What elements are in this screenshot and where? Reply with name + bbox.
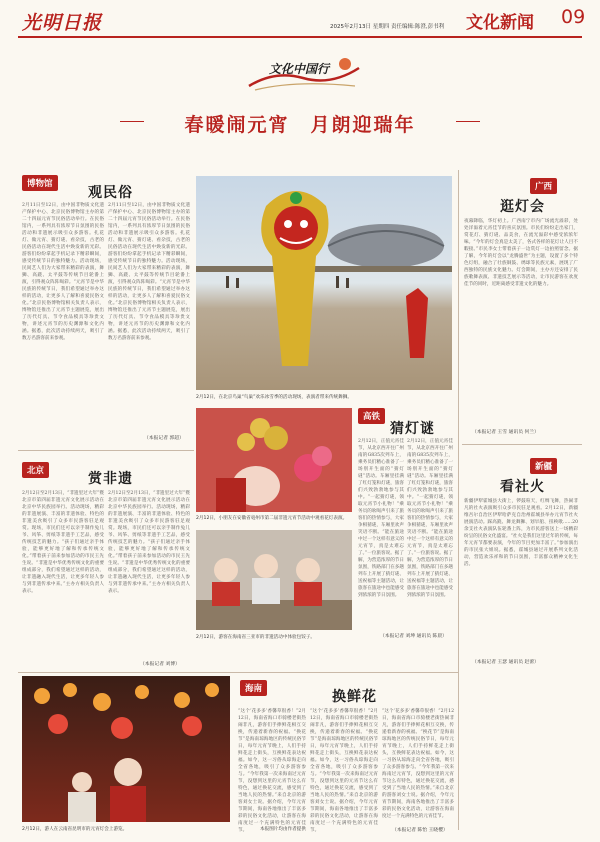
caption-photo-lanterns: 2月12日，小朋友在安徽省亳州市第二届非遗元宵节活动中观看花灯表演。 [196, 516, 348, 521]
article-body-bowuguan-cont: 2月11日至12日，由中国非物质文化遗产保护中心、北京民俗博物馆主办的第二十四届元宵节民俗活动举行。在民俗馆内，一系列具有浓厚节日氛围的民俗活动和非遗展示吸引众多游客。扎花灯、做元宵、猜灯谜、看杂技，古老的民俗活动在现代生活中焕发新的光彩。游客们纷纷拿起手机记录下精彩瞬间，感受传统节日的独特魅力。活动现场，民间艺人们为大家带来精彩的表演，舞狮、高跷、太平鼓等传统节目轮番上演，引得观众阵阵喝彩。“元宵节是中华民族的传统节日，我们希望通过举办这样的活动，让更多人了解和喜爱民俗文化。”北京民俗博物馆相关负责人表示，博物馆还推出了元宵节主题展览，展出了历代灯具、节令食品模具等珍贵文物，讲述元宵节的历史渊源和文化内涵。据悉，此次活动持续两天，吸引了数万名游客前来参观。 [108, 203, 190, 341]
article-body-xinjiang: 新疆伊犁霍城县大街上，锣鼓喧天，红绸飞舞，热闹非凡的社火表演吸引众多市民驻足观看。2月12日，新疆维吾尔自治区伊犁哈萨克自治州霍城县举办元宵节社火展演活动。踩高跷、舞龙舞狮、划旱船、扭秧歌……20余支社火表演队伍轮番上阵，为市民游客送上一场精彩纷呈的民俗文化盛宴。“社火是我们这里过年的传统，每年元宵节都要表演，今年的节目更加丰富了。”参加演出的市民张大姐说。据悉，霍城县通过开展系列文化活动，营造欢乐祥和的节日氛围，丰富群众精神文化生活。 [464, 499, 578, 567]
tag-guangxi: 广西 [530, 178, 557, 194]
tag-beijing: 北京 [22, 462, 49, 478]
byline-guangxi: （本报记者 王雪 通讯员 何兰） [472, 430, 539, 435]
tag-gaoxiong: 高铁 [358, 408, 385, 424]
tag-hainan: 海南 [240, 680, 267, 696]
issue-meta: 2025年2月13日 星期四 责任编辑:陈澄,彭书利 [330, 24, 445, 30]
article-body-gaoxiong: 2月12日，正值元宵佳节，从北京西开往广州南的G835次列车上，乘务员们精心准备了一场别开生面的“猜灯谜”活动。车厢里挂满了红灯笼和灯谜，旅客们兴致勃勃地参与其中。“一起猜灯谜，领取元宵节小礼物！”乘务员的吆喝声引来了旅客们的热情参与，大家争相猜谜，车厢里欢声笑语不断。“能在旅途中过一个这样有意义的元宵节，真是太难忘了。”一位旅客说。据了解，为营造浓厚的节日氛围，铁路部门在多趟列车上开展了猜灯谜、送祝福等主题活动，让旅客在旅途中也能感受到浓浓的节日氛围。 [358, 439, 404, 598]
divider [462, 444, 582, 445]
article-title-hainan: 换鲜花 [332, 689, 377, 705]
article-body-guangxi: 夜幕降临，华灯初上。广西南宁市内广场流光溢彩，处处洋溢着元宵佳节的喜庆氛围。市民们纷纷走出家门，赏花灯、猜灯谜、品美食，在流光溢彩中感受浓浓年味。“今年的灯会真是太美了，各式各样的花灯让人目不暇接。”市民李女士带着孩子一边赏灯一边拍照留念。据了解，今年的灯会以“龙腾盛世”为主题，设置了多个特色灯组，融合了壮族铜鼓、绣球等民族元素，展现了广西独特的民族文化魅力。灯会期间，主办方还安排了民族歌舞表演、非遗技艺展示等活动，让市民游客在欢度佳节的同时，近距离感受非遗文化的魅力。 [464, 219, 578, 287]
byline-beijing: （本报记者 刘博） [140, 662, 180, 667]
photo-lantern-festival [22, 676, 230, 822]
article-title-xinjiang: 看社火 [500, 479, 545, 495]
byline-hainan: （本报记者 陈怡 王晓樱） [392, 828, 448, 833]
banner-label: 文化中国行 [269, 62, 330, 76]
article-body-hainan: “这个‘花多多’香馨草很香！”2月12日，海南省海口市骑楼老街热闹非凡，游客们手捧鲜花相互交换，传递着新春的祝福。“换花节”是海南琼海地区的传统民俗节日，每年元宵节晚上，人们手持鲜花走上街头，互换鲜花表达祝福。如今，这一习俗从琼海走向全省各地，吸引了众多游客参与。“今年我第一次来海南过元宵节，没想到这里的元宵节这么有特色，通过换花交流，感受到了当地人民的热情。”来自北京的游客刘女士说。据介绍，今年元宵节期间，海南各地推出了丰富多彩的民俗文化活动，让游客在海南度过一个充满特色的元宵佳节。 [238, 709, 306, 833]
masthead-rule [18, 36, 582, 38]
article-title-beijing: 赏非遗 [88, 471, 133, 487]
lion-dance-illustration [196, 176, 452, 390]
article-body-beijing: 2月12日至2月13日，“非遗里过大年”暨北京市第四届非遗元宵文化展示活动在北京中华民族园举行。活动现场，精彩的非遗展演、丰富的非遗体验、特色的非遗美食吸引了众多市民游客驻足观赏。现场，市民们还可以亲手制作兔儿爷、风筝、剪纸等非遗手工艺品，感受传统技艺的魅力。“孩子们通过亲手体验，能够更好地了解和传承传统文化。”带着孩子前来参加活动的市民王先生说。“非遗是中华优秀传统文化的重要组成部分，我们希望通过这样的活动，让非遗融入现代生活，让更多年轻人参与到非遗传承中来。”主办方相关负责人表示。 [22, 491, 104, 594]
divider [18, 672, 458, 673]
tag-xinjiang: 新疆 [530, 458, 557, 474]
lantern-festival-illustration [22, 676, 230, 822]
article-body-hainan-cont: “这个‘花多多’香馨草很香！”2月12日，海南省海口市骑楼老街热闹非凡，游客们手捧鲜花相互交换，传递着新春的祝福。“换花节”是海南琼海地区的传统民俗节日，每年元宵节晚上，人们手持鲜花走上街头，互换鲜花表达祝福。如今，这一习俗从琼海走向全省各地，吸引了众多游客参与。“今年我第一次来海南过元宵节，没想到这里的元宵节这么有特色，通过换花交流，感受到了当地人民的热情。”来自北京的游客刘女士说。据介绍，今年元宵节期间，海南各地推出了丰富多彩的民俗文化活动，让游客在海南度过一个充满特色的元宵佳节。 [310, 709, 378, 833]
lantern-illustration [196, 408, 352, 512]
article-body-hainan-cont2: “这个‘花多多’香馨草很香！”2月12日，海南省海口市骑楼老街热闹非凡，游客们手捧鲜花相互交换，传递着新春的祝福。“换花节”是海南琼海地区的传统民俗节日，每年元宵节晚上，人们手持鲜花走上街头，互换鲜花表达祝福。如今，这一习俗从琼海走向全省各地，吸引了众多游客参与。“今年我第一次来海南过元宵节，没想到这里的元宵节这么有特色，通过换花交流，感受到了当地人民的热情。”来自北京的游客刘女士说。据介绍，今年元宵节期间，海南各地推出了丰富多彩的民俗文化活动，让游客在海南度过一个充满特色的元宵佳节。 [382, 709, 454, 819]
article-title-bowuguan: 观民俗 [88, 185, 133, 201]
article-body-beijing-cont: 2月12日至2月13日，“非遗里过大年”暨北京市第四届非遗元宵文化展示活动在北京中华民族园举行。活动现场，精彩的非遗展演、丰富的非遗体验、特色的非遗美食吸引了众多市民游客驻足观赏。现场，市民们还可以亲手制作兔儿爷、风筝、剪纸等非遗手工艺品，感受传统技艺的魅力。“孩子们通过亲手体验，能够更好地了解和传承传统文化。”带着孩子前来参加活动的市民王先生说。“非遗是中华优秀传统文化的重要组成部分，我们希望通过这样的活动，让非遗融入现代生活，让更多年轻人参与到非遗传承中来。”主办方相关负责人表示。 [108, 491, 190, 594]
article-title-guangxi: 逛灯会 [500, 199, 545, 215]
section-title: 文化新闻 [466, 13, 534, 33]
column-banner [245, 52, 363, 96]
masthead-logo: 光明日报 [22, 12, 103, 34]
article-body-gaoxiong-cont: 2月12日，正值元宵佳节，从北京西开往广州南的G835次列车上，乘务员们精心准备了一场别开生面的“猜灯谜”活动。车厢里挂满了红灯笼和灯谜，旅客们兴致勃勃地参与其中。“一起猜灯谜，领取元宵节小礼物！”乘务员的吆喝声引来了旅客们的热情参与，大家争相猜谜，车厢里欢声笑语不断。“能在旅途中过一个这样有意义的元宵节，真是太难忘了。”一位旅客说。据了解，为营造浓厚的节日氛围，铁路部门在多趟列车上开展了猜灯谜、送祝福等主题活动，让旅客在旅途中也能感受到浓浓的节日氛围。 [407, 439, 453, 598]
photo-lanterns [196, 408, 352, 512]
byline-gaoxiong: （本报记者 刘坤 通讯员 陈晨） [380, 634, 447, 639]
main-photo [196, 176, 452, 390]
article-body-bowuguan: 2月11日至12日，由中国非物质文化遗产保护中心、北京民俗博物馆主办的第二十四届元宵节民俗活动举行。在民俗馆内，一系列具有浓厚节日氛围的民俗活动和非遗展示吸引众多游客。扎花灯、做元宵、猜灯谜、看杂技，古老的民俗活动在现代生活中焕发新的光彩。游客们纷纷拿起手机记录下精彩瞬间，感受传统节日的独特魅力。活动现场，民间艺人们为大家带来精彩的表演，舞狮、高跷、太平鼓等传统节目轮番上演，引得观众阵阵喝彩。“元宵节是中华民族的传统节日，我们希望通过举办这样的活动，让更多人了解和喜爱民俗文化。”北京民俗博物馆相关负责人表示，博物馆还推出了元宵节主题展览，展出了历代灯具、节令食品模具等珍贵文物，讲述元宵节的历史渊源和文化内涵。据悉，此次活动持续两天，吸引了数万名游客前来参观。 [22, 203, 104, 341]
caption-main-photo: 2月12日，在北京鸟巢“鸟巢”欢乐冰雪季的活动现场，表演者带来传统舞狮。 [196, 395, 352, 400]
page-headline: 春暖闹元宵 月朗迎瑞年 [184, 114, 416, 136]
divider [18, 450, 194, 451]
byline-xinjiang: （本报记者 王瑟 通讯员 赵蕾） [472, 660, 539, 665]
tag-bowuguan: 博物馆 [22, 175, 58, 191]
page-number: 09 [561, 6, 586, 28]
caption-photo-bottom: 2月12日，游人在云南省昆明市的元宵灯会上游览。 [22, 827, 128, 832]
dumpling-workshop-illustration [196, 530, 352, 630]
byline-bowuguan: （本报记者 郭超） [144, 436, 184, 441]
photo-dumplings [196, 530, 352, 630]
article-title-gaoxiong: 猜灯谜 [390, 421, 435, 437]
column-divider [458, 170, 459, 830]
caption-photo-dumplings: 2月12日，游客在海南省三亚市的非遗活动中体验包饺子。 [196, 635, 316, 640]
photo-credit: 本报图片均由作者提供 [260, 827, 306, 832]
